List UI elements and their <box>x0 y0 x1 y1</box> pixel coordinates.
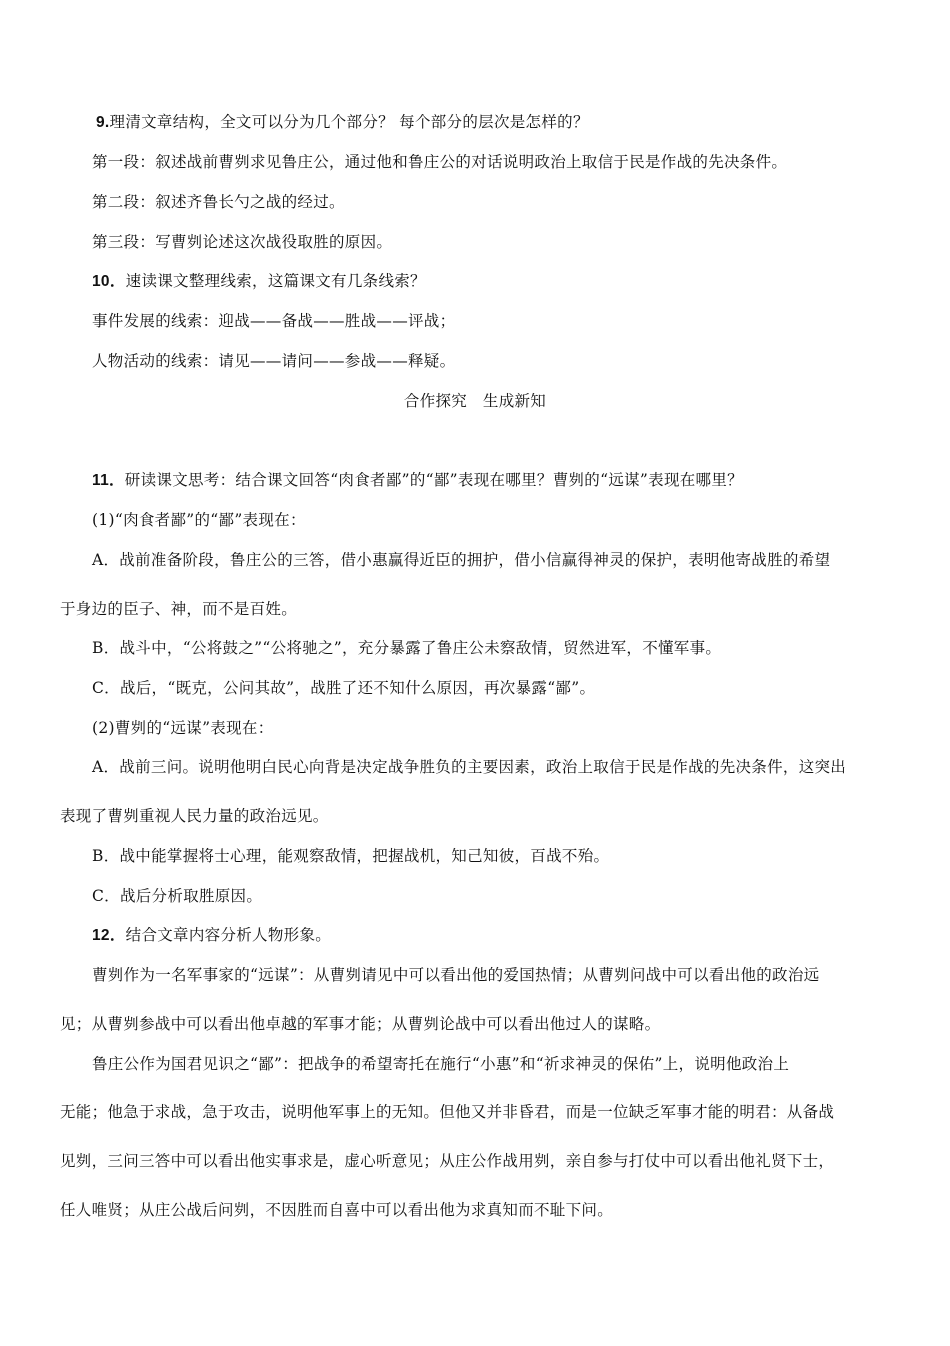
subsection-title: (1)“肉食者鄙”的“鄙”表现在： <box>92 511 306 529</box>
answer-line: 见；从曹刿参战中可以看出他卓越的军事才能；从曹刿论战中可以看出他过人的谋略。 <box>60 1015 661 1033</box>
answer-line: 第一段：叙述战前曹刿求见鲁庄公，通过他和鲁庄公的对话说明政治上取信于民是作战的先决条件。 <box>92 153 788 171</box>
answer-line: 无能；他急于求战，急于攻击，说明他军事上的无知。但他又并非昏君，而是一位缺乏军事才能的明君：从备战 <box>60 1103 835 1121</box>
question-number: 12． <box>92 927 126 944</box>
answer-line: 任人唯贤；从庄公战后问刿，不因胜而自喜中可以看出他为求真知而不耻下问。 <box>60 1201 614 1219</box>
answer-line: 曹刿作为一名军事家的“远谋”：从曹刿请见中可以看出他的爱国热情；从曹刿问战中可以看出他的政治远 <box>92 966 820 984</box>
question-11 <box>92 470 743 491</box>
answer-line: A．战前准备阶段，鲁庄公的三答，借小惠赢得近臣的拥护，借小信赢得神灵的保护，表明他寄战胜的希望 <box>92 551 831 569</box>
question-10 <box>92 271 426 292</box>
question-9 <box>96 112 589 133</box>
answer-line: 鲁庄公作为国君见识之“鄙”：把战争的希望寄托在施行“小惠”和“祈求神灵的保佑”上，说明他政治上 <box>92 1055 790 1073</box>
question-number: 11． <box>92 472 125 489</box>
answer-line: A．战前三问。说明他明白民心向背是决定战争胜负的主要因素，政治上取信于民是作战的先决条件，这突出 <box>92 758 847 776</box>
section-title: 合作探究 生成新知 <box>403 392 547 410</box>
answer-line: 第二段：叙述齐鲁长勺之战的经过。 <box>92 193 345 211</box>
answer-line: 事件发展的线索：迎战——备战——胜战——评战； <box>92 312 456 330</box>
question-text: 结合文章内容分析人物形象。 <box>125 926 332 944</box>
question-text: 速读课文整理线索，这篇课文有几条线索？ <box>125 272 426 290</box>
question-12 <box>92 925 331 946</box>
question-number: 10． <box>92 273 126 290</box>
answer-line: 人物活动的线索：请见——请问——参战——释疑。 <box>92 352 456 370</box>
question-text: 研读课文思考：结合课文回答“肉食者鄙”的“鄙”表现在哪里？曹刿的“远谋”表现在哪里？ <box>124 471 743 489</box>
answer-line: 于身边的臣子、神，而不是百姓。 <box>60 600 298 618</box>
answer-line: B．战斗中，“公将鼓之”“公将驰之”，充分暴露了鲁庄公未察敌情，贸然进军，不懂军事。 <box>92 639 722 657</box>
question-number: 9. <box>96 114 110 131</box>
subsection-title: (2)曹刿的“远谋”表现在： <box>92 719 274 737</box>
answer-line: C．战后，“既克，公问其故”，战胜了还不知什么原因，再次暴露“鄙”。 <box>92 679 596 697</box>
answer-line: 见刿，三问三答中可以看出他实事求是，虚心听意见；从庄公作战用刿，亲自参与打仗中可以看出他礼贤下士， <box>60 1152 835 1170</box>
answer-line: B．战中能掌握将士心理，能观察敌情，把握战机，知己知彼，百战不殆。 <box>92 847 610 865</box>
answer-line: 表现了曹刿重视人民力量的政治远见。 <box>60 807 329 825</box>
question-text: 理清文章结构，全文可以分为几个部分？ 每个部分的层次是怎样的？ <box>109 113 589 131</box>
answer-line: C．战后分析取胜原因。 <box>92 887 263 905</box>
answer-line: 第三段：写曹刿论述这次战役取胜的原因。 <box>92 233 393 251</box>
